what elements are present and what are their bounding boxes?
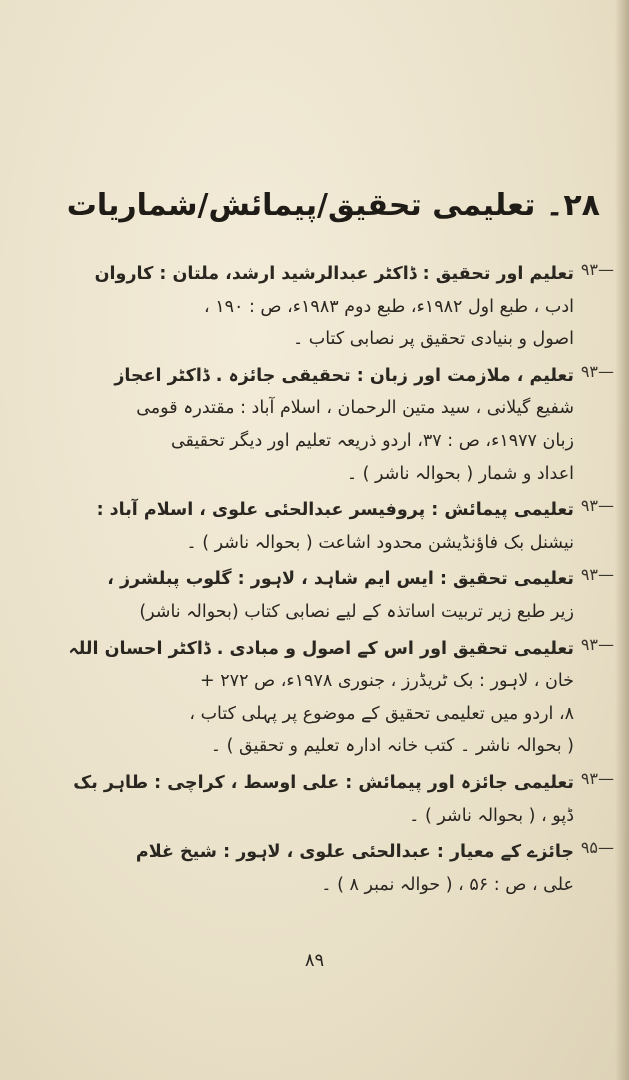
bibliography-entry [42, 494, 614, 559]
entry-line: تعلیم اور تحقیق : ڈاکٹر عبدالرشید ارشد، ملتان : کاروان [94, 264, 574, 284]
entry-line: تعلیمی جائزہ اور پیمائش : علی اوسط ، کراچی : طاہر بک [73, 772, 574, 793]
entry-line: تعلیم ، ملازمت اور زبان : تحقیقی جائزہ . ڈاکٹر اعجاز [114, 365, 574, 386]
bibliography-list [42, 258, 614, 905]
entry-number: —۹۵ [580, 838, 614, 858]
entry-line: علی ، ص : ۵۶ ، ( حوالہ نمبر ۸ ) ۔ [321, 874, 574, 895]
entry-line: خان ، لاہور : بک ٹریڈرز ، جنوری ۱۹۷۸ء، ص ۲۷۲ + [200, 671, 574, 692]
entry-number: —۹۳ [580, 496, 614, 516]
bibliography-entry [42, 258, 614, 356]
entry-line: زیر طبع زیر تربیت اساتذہ کے لیے نصابی کتاب (بحوالہ ناشر) [139, 601, 574, 622]
entry-line: ( بحوالہ ناشر ۔ کتب خانہ ادارہ تعلیم و تحقیق ) ۔ [210, 736, 574, 757]
entry-number: —۹۳ [580, 565, 614, 585]
chapter-heading: ۲۸۔ تعلیمی تحقیق/پیمائش/شماریات [66, 188, 600, 223]
entry-line: تعلیمی تحقیق اور اس کے اصول و مبادی . ڈاکٹر احسان اللہ [68, 638, 574, 659]
entry-number: —۹۳ [580, 768, 614, 788]
entry-number: —۹۳ [580, 361, 614, 381]
entry-number: —۹۳ [580, 634, 614, 654]
entry-number: —۹۳ [580, 260, 614, 279]
entry-line: اعداد و شمار ( بحوالہ ناشر ) ۔ [346, 463, 574, 484]
entry-line: زبان ۱۹۷۷ء، ص : ۳۷، اردو ذریعہ تعلیم اور دیگر تحقیقی [170, 430, 574, 451]
entry-line: تعلیمی پیمائش : پروفیسر عبدالحئی علوی ، اسلام آباد : [96, 500, 574, 521]
page-spine-shadow [615, 0, 629, 1080]
entry-line: ڈپو ، ( بحوالہ ناشر ) ۔ [409, 805, 574, 826]
bibliography-entry [42, 633, 614, 763]
entry-line: تعلیمی تحقیق : ایس ایم شاہد ، لاہور : گلوب پبلشرز ، [107, 569, 574, 590]
bibliography-entry [42, 563, 614, 628]
page-number: ۸۹ [304, 950, 325, 971]
entry-line: ۸، اردو میں تعلیمی تحقیق کے موضوع پر پہلی کتاب ، [189, 703, 574, 724]
bibliography-entry [42, 360, 614, 490]
entry-line: ادب ، طبع اول ۱۹۸۲ء، طبع دوم ۱۹۸۳ء، ص : ۱۹۰ ، [203, 296, 574, 317]
entry-line: نیشنل بک فاؤنڈیشن محدود اشاعت ( بحوالہ ناشر ) ۔ [186, 532, 574, 553]
bibliography-entry [42, 836, 614, 901]
entry-line: شفیع گیلانی ، سید متین الرحمان ، اسلام آباد : مقتدرہ قومی [136, 398, 574, 419]
entry-line: جائزے کے معیار : عبدالحئی علوی ، لاہور : شیخ غلام [135, 842, 574, 863]
bibliography-entry [42, 767, 614, 832]
entry-line: اصول و بنیادی تحقیق پر نصابی کتاب ۔ [292, 329, 574, 350]
